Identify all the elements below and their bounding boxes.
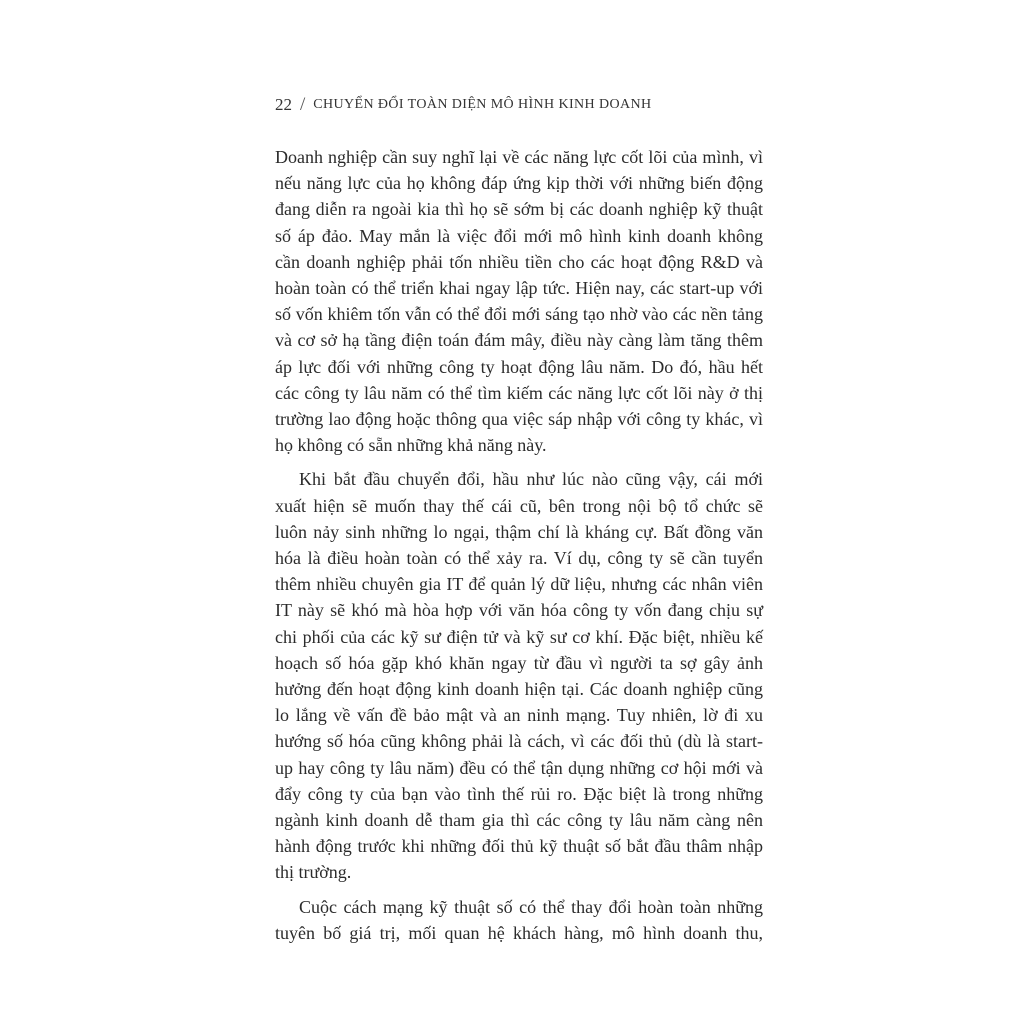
paragraph-3 <box>275 894 763 946</box>
paragraph-1 <box>275 144 763 458</box>
book-title: CHUYỂN ĐỔI TOÀN DIỆN MÔ HÌNH KINH DOANH <box>313 97 652 112</box>
text-line: cần doanh nghiệp phải tốn nhiều tiền cho các hoạt động R&D và <box>275 251 763 272</box>
header-separator: / <box>300 94 306 115</box>
text-line: Cuộc cách mạng kỹ thuật số có thể thay đổi hoàn toàn những <box>299 896 763 917</box>
text-line: hướng số hóa cũng không phải là cách, vì các đối thủ (dù là start- <box>275 731 763 752</box>
text-line: số vốn khiêm tốn vẫn có thể đổi mới sáng tạo nhờ vào các nền tảng <box>275 304 763 325</box>
text-line: hành động trước khi những đối thủ kỹ thuật số bắt đầu thâm nhập <box>275 836 763 857</box>
text-line: hóa là điều hoàn toàn có thể xảy ra. Ví dụ, công ty sẽ cần tuyển <box>275 548 763 569</box>
text-line: thị trường. <box>275 862 352 883</box>
text-line: tuyên bố giá trị, mối quan hệ khách hàng, mô hình doanh thu, <box>275 922 763 943</box>
text-line: nếu năng lực của họ không đáp ứng kịp thời với những biến động <box>275 173 763 194</box>
text-line: đang diễn ra ngoài kia thì họ sẽ sớm bị các doanh nghiệp kỹ thuật <box>275 199 763 220</box>
text-line: xuất hiện sẽ muốn thay thế cái cũ, bên trong nội bộ tổ chức sẽ <box>275 495 763 516</box>
text-line: họ không có sẵn những khả năng này. <box>275 435 547 456</box>
text-line: luôn nảy sinh những lo ngại, thậm chí là kháng cự. Bất đồng văn <box>275 521 763 542</box>
text-line: và cơ sở hạ tầng điện toán đám mây, điều này càng làm tăng thêm <box>275 330 763 351</box>
text-line: Khi bắt đầu chuyển đổi, hầu như lúc nào cũng vậy, cái mới <box>299 469 763 490</box>
text-line: các công ty lâu năm có thể tìm kiếm các năng lực cốt lõi này ở thị <box>275 382 763 403</box>
text-line: thêm nhiều chuyên gia IT để quản lý dữ liệu, nhưng các nhân viên <box>275 574 763 595</box>
text-line: hoạch số hóa gặp khó khăn ngay từ đầu vì người ta sợ gây ảnh <box>275 652 763 673</box>
text-line: hoàn toàn có thể triển khai ngay lập tức. Hiện nay, các start-up với <box>275 278 763 299</box>
text-line: hưởng đến hoạt động kinh doanh hiện tại. Các doanh nghiệp cũng <box>275 679 763 700</box>
text-line: Doanh nghiệp cần suy nghĩ lại về các năng lực cốt lõi của mình, vì <box>275 147 763 167</box>
text-line: đẩy công ty của bạn vào tình thế rủi ro. Đặc biệt là trong những <box>275 783 763 804</box>
text-line: trường lao động hoặc thông qua việc sáp nhập với công ty khác, vì <box>275 409 763 430</box>
text-line: lo lắng về vấn đề bảo mật và an ninh mạng. Tuy nhiên, lờ đi xu <box>275 705 763 726</box>
text-line: up hay công ty lâu năm) đều có thể tận dụng những cơ hội mới và <box>275 757 763 778</box>
text-line: áp lực đối với những công ty hoạt động lâu năm. Do đó, hầu hết <box>275 356 763 377</box>
text-line: IT này sẽ khó mà hòa hợp với văn hóa công ty vốn đang chịu sự <box>275 600 763 621</box>
text-line: chi phối của các kỹ sư điện tử và kỹ sư cơ khí. Đặc biệt, nhiều kế <box>275 626 763 647</box>
page-number: 22 <box>275 95 292 114</box>
paragraph-2 <box>275 466 763 885</box>
body-text <box>275 144 763 954</box>
text-line: ngành kinh doanh dễ tham gia thì các công ty lâu năm càng nên <box>275 810 763 831</box>
running-header <box>275 93 652 117</box>
text-line: số áp đảo. May mắn là việc đổi mới mô hình kinh doanh không <box>275 225 763 246</box>
